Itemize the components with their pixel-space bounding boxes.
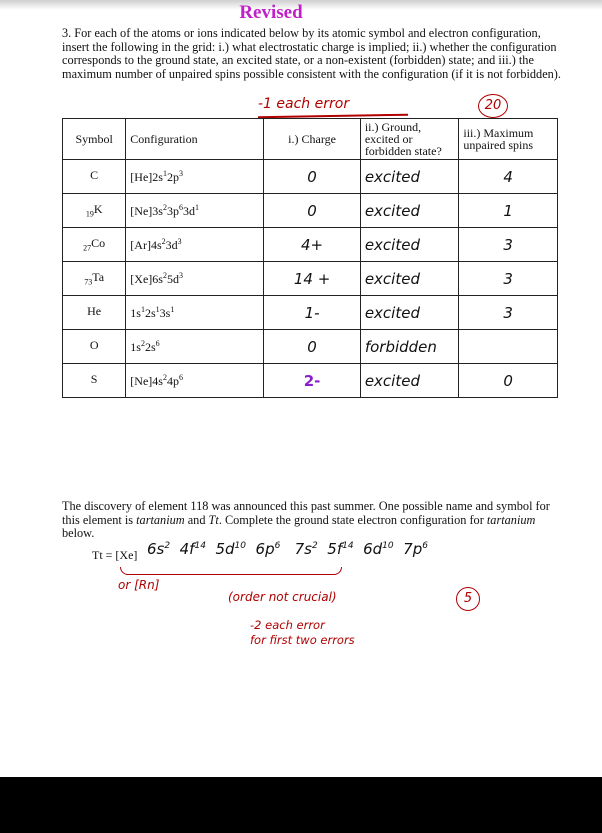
state-answer: excited: [360, 296, 459, 330]
grid-header-row: [63, 119, 558, 160]
order-note: (order not crucial): [228, 590, 337, 604]
state-answer: excited: [360, 364, 459, 398]
header-symbol: Symbol: [63, 119, 126, 160]
unpaired-answer: 0: [459, 364, 558, 398]
header-charge: i.) Charge: [264, 119, 361, 160]
symbol-cell: $_{73}$Ta: [63, 262, 126, 296]
symbol-cell: $_{27}$Co: [63, 228, 126, 262]
state-answer: forbidden: [360, 330, 459, 364]
charge-answer: 2-: [264, 364, 361, 398]
state-answer: excited: [360, 228, 459, 262]
configuration-cell: $[Ar]4s^23d^3$: [126, 228, 264, 262]
score-circle-bottom: 5: [456, 587, 480, 611]
symbol-cell: C: [63, 160, 126, 194]
symbol-cell: $_{19}$K: [63, 194, 126, 228]
table-row: [63, 228, 558, 262]
table-row: [63, 296, 558, 330]
configuration-cell: $1s^12s^13s^1$: [126, 296, 264, 330]
revised-heading: Revised: [239, 2, 303, 23]
unpaired-answer: [459, 330, 558, 364]
header-state: ii.) Ground, excited or forbidden state?: [360, 119, 459, 160]
error-deduction-note: -2 each error for first two errors: [250, 618, 355, 647]
configuration-cell: $[Ne]4s^24p^6$: [126, 364, 264, 398]
unpaired-answer: 1: [459, 194, 558, 228]
configuration-cell: $1s^22s^6$: [126, 330, 264, 364]
table-row: [63, 160, 558, 194]
header-configuration: Configuration: [126, 119, 264, 160]
configuration-cell: $[Ne]3s^23p^63d^1$: [126, 194, 264, 228]
charge-answer: 0: [264, 330, 361, 364]
symbol-cell: He: [63, 296, 126, 330]
rn-note: or [Rn]: [118, 578, 160, 592]
charge-answer: 14 +: [264, 262, 361, 296]
unpaired-answer: 3: [459, 228, 558, 262]
tt-config-label: Tt = [Xe]: [92, 548, 138, 562]
score-circle-top: 20: [478, 94, 508, 118]
configuration-cell: $[Xe]6s^25d^3$: [126, 262, 264, 296]
table-row: [63, 262, 558, 296]
unpaired-answer: 3: [459, 296, 558, 330]
charge-answer: 0: [264, 160, 361, 194]
state-answer: excited: [360, 160, 459, 194]
configuration-cell: $[He]2s^12p^3$: [126, 160, 264, 194]
table-row: [63, 364, 558, 398]
table-row: [63, 330, 558, 364]
charge-answer: 1-: [264, 296, 361, 330]
symbol-cell: O: [63, 330, 126, 364]
charge-answer: 0: [264, 194, 361, 228]
question-text: 3. For each of the atoms or ions indicated below by its atomic symbol and electron configuration, insert the following in the grid: i.) what electrostatic charge is implied; ii.) whether the configuration corresponds to the ground state, an excited state, or a non-existent (forbidden) state; and iii.) the maximum number of unpaired spins possible consistent with the configuration (if it is not forbidden).: [62, 26, 561, 81]
header-unpaired: iii.) Maximum unpaired spins: [459, 119, 558, 160]
answer-grid: [62, 118, 558, 398]
scan-black-bar: [0, 777, 602, 833]
charge-answer: 4+: [264, 228, 361, 262]
state-answer: excited: [360, 262, 459, 296]
table-row: [63, 194, 558, 228]
answer-brace: [120, 567, 342, 575]
tt-config-answer: $6s^2$ $4f^{14}$ $5d^{10}$ $6p^6$ $7s^2$ $5f^{14}$ $6d^{10}$ $7p^6$: [147, 540, 428, 558]
unpaired-answer: 3: [459, 262, 558, 296]
state-answer: excited: [360, 194, 459, 228]
symbol-cell: S: [63, 364, 126, 398]
element-118-text: The discovery of element 118 was announced this past summer. One possible name and symbol for this element is tartanium and Tt. Complete the ground state electron configuration for tartanium below.: [62, 499, 550, 541]
grading-note-each-error: -1 each error: [258, 96, 350, 112]
unpaired-answer: 4: [459, 160, 558, 194]
